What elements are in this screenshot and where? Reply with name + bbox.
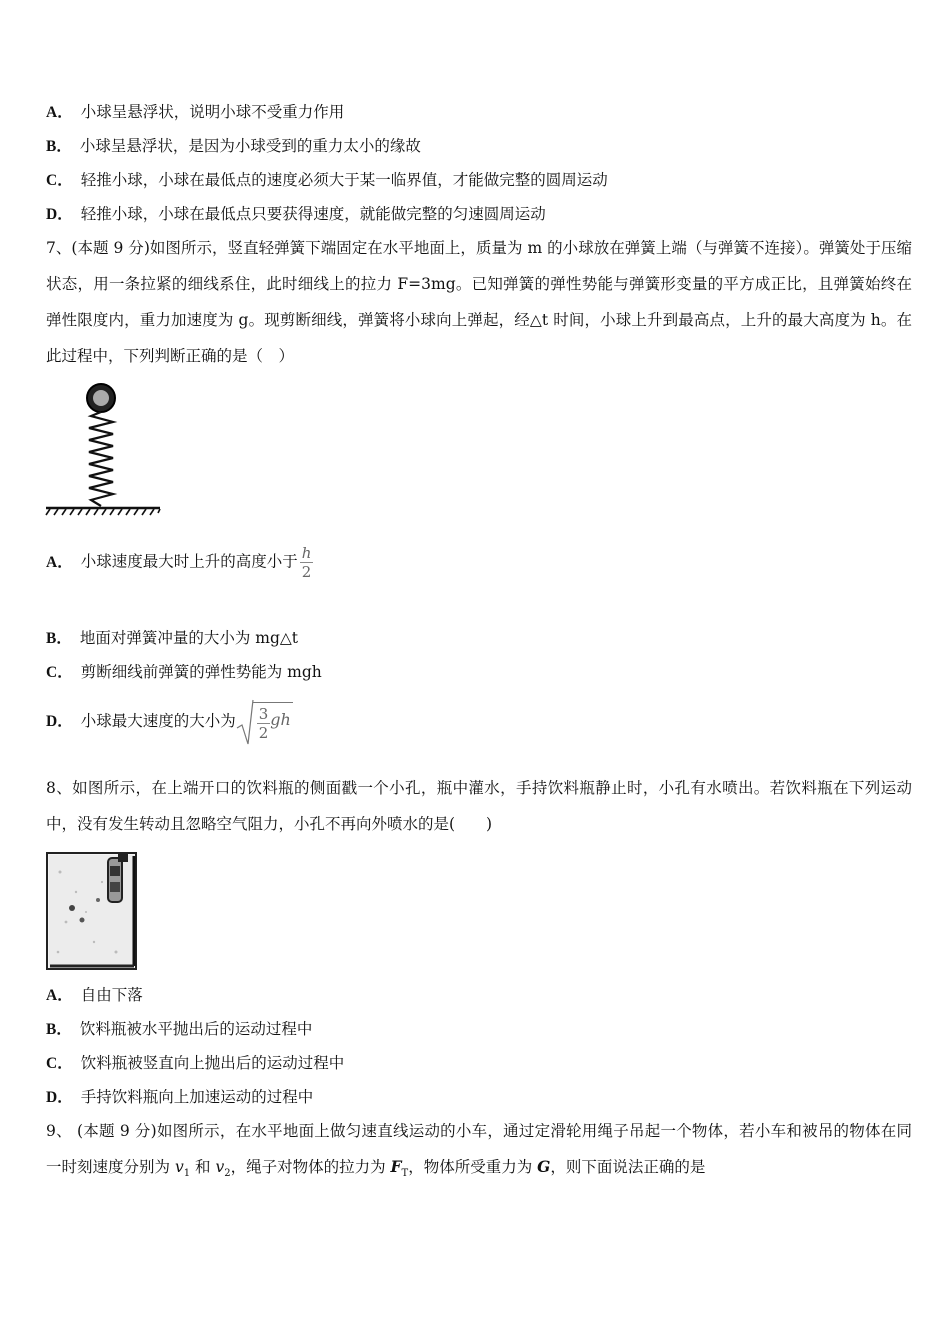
option-label: A．: [46, 987, 73, 1004]
fraction-3-over-2: $\frac{3}{2}$: [258, 705, 269, 742]
option-label: B．: [46, 1021, 72, 1038]
option-label: A．: [46, 104, 73, 121]
option-text: 小球呈悬浮状，是因为小球受到的重力太小的缘故: [79, 137, 421, 155]
option-text: 小球最大速度的大小为: [80, 712, 236, 730]
option-label: A．: [46, 553, 73, 571]
option-label: D．: [46, 1089, 73, 1106]
hand: [118, 854, 128, 862]
q7-stem: 7、(本题 9 分)如图所示，竖直轻弹簧下端固定在水平地面上，质量为 m 的小球放在弹簧上端（与弹簧不连接）。弹簧处于压缩状态，用一条拉紧的细线系住，此时细线上的拉力 F=3mg。已知弹簧的弹性势能与弹簧形变量的平方成正比，且弹簧始终在弹性限度内，重力加速度为 g。现剪断细线，弹簧将小球向上弹起，经△t 时间，小球上升到最高点，上升的最大高度为 h。在此过程中，下列判断正确的是（ ）: [46, 239, 912, 365]
ball-highlight: [93, 390, 109, 406]
bottle-photo-figure: [46, 852, 138, 970]
q8-option-c: [46, 1053, 344, 1074]
bottle: [108, 858, 122, 902]
q8-stem: 8、如图所示，在上端开口的饮料瓶的侧面戳一个小孔，瓶中灌水，手持饮料瓶静止时，小孔有水喷出。若饮料瓶在下列运动中，没有发生转动且忽略空气阻力，小孔不再向外喷水的是( ): [46, 779, 912, 833]
q7-option-b: [46, 628, 298, 649]
ground-hatching: [46, 509, 160, 515]
q7-option-a: [46, 544, 313, 581]
option-label: D．: [46, 206, 73, 223]
option-label: C．: [46, 1055, 73, 1072]
option-label: C．: [46, 664, 73, 681]
q6-option-c: [46, 170, 608, 191]
q7-option-d: [46, 698, 293, 746]
q8-option-b: [46, 1019, 312, 1040]
q8-option-d: [46, 1087, 313, 1108]
option-text: 自由下落: [80, 986, 143, 1004]
option-label: B．: [46, 630, 72, 647]
math-gh: gh: [270, 709, 291, 729]
option-text: 手持饮料瓶向上加速运动的过程中: [80, 1088, 314, 1106]
fraction-h-over-2: $\frac{h}{2}$: [301, 544, 312, 581]
option-text: 轻推小球，小球在最低点只要获得速度，就能做完整的匀速圆周运动: [80, 205, 546, 223]
bottle-label: [110, 866, 120, 876]
spring: [89, 412, 113, 506]
option-text: 饮料瓶被竖直向上抛出后的运动过程中: [80, 1054, 345, 1072]
q9-stem: 9、 (本题 9 分)如图所示，在水平地面上做匀速直线运动的小车，通过定滑轮用绳子吊起一个物体，若小车和被吊的物体在同一时刻速度分别为 $v_1$ 和 $v_2$，绳子对物体的拉力为 $F_T$，物体所受重力为 G，则下面说法正确的是: [46, 1122, 912, 1180]
option-text: 轻推小球，小球在最低点的速度必须大于某一临界值，才能做完整的圆周运动: [80, 171, 608, 189]
option-label: C．: [46, 172, 73, 189]
option-text: 小球速度最大时上升的高度小于: [80, 552, 298, 571]
q6-option-b: [46, 136, 421, 157]
option-text: 剪断细线前弹簧的弹性势能为 mgh: [80, 663, 322, 681]
q6-option-a: [46, 102, 344, 123]
water-drop: [80, 918, 85, 923]
option-label: D．: [46, 713, 73, 730]
water-drop: [96, 898, 100, 902]
q6-option-d: [46, 204, 546, 225]
q7-option-c: [46, 662, 322, 683]
option-text: 地面对弹簧冲量的大小为 mg△t: [79, 629, 299, 647]
sqrt-sign: [236, 698, 254, 746]
option-text: 饮料瓶被水平抛出后的运动过程中: [79, 1020, 313, 1038]
bottle-label: [110, 882, 120, 892]
q8-option-a: [46, 985, 143, 1006]
option-text: 小球呈悬浮状，说明小球不受重力作用: [80, 103, 345, 121]
water-drop: [69, 905, 75, 911]
spring-ball-figure: [44, 380, 164, 516]
option-label: B．: [46, 138, 72, 155]
sqrt-expression: [236, 698, 293, 746]
